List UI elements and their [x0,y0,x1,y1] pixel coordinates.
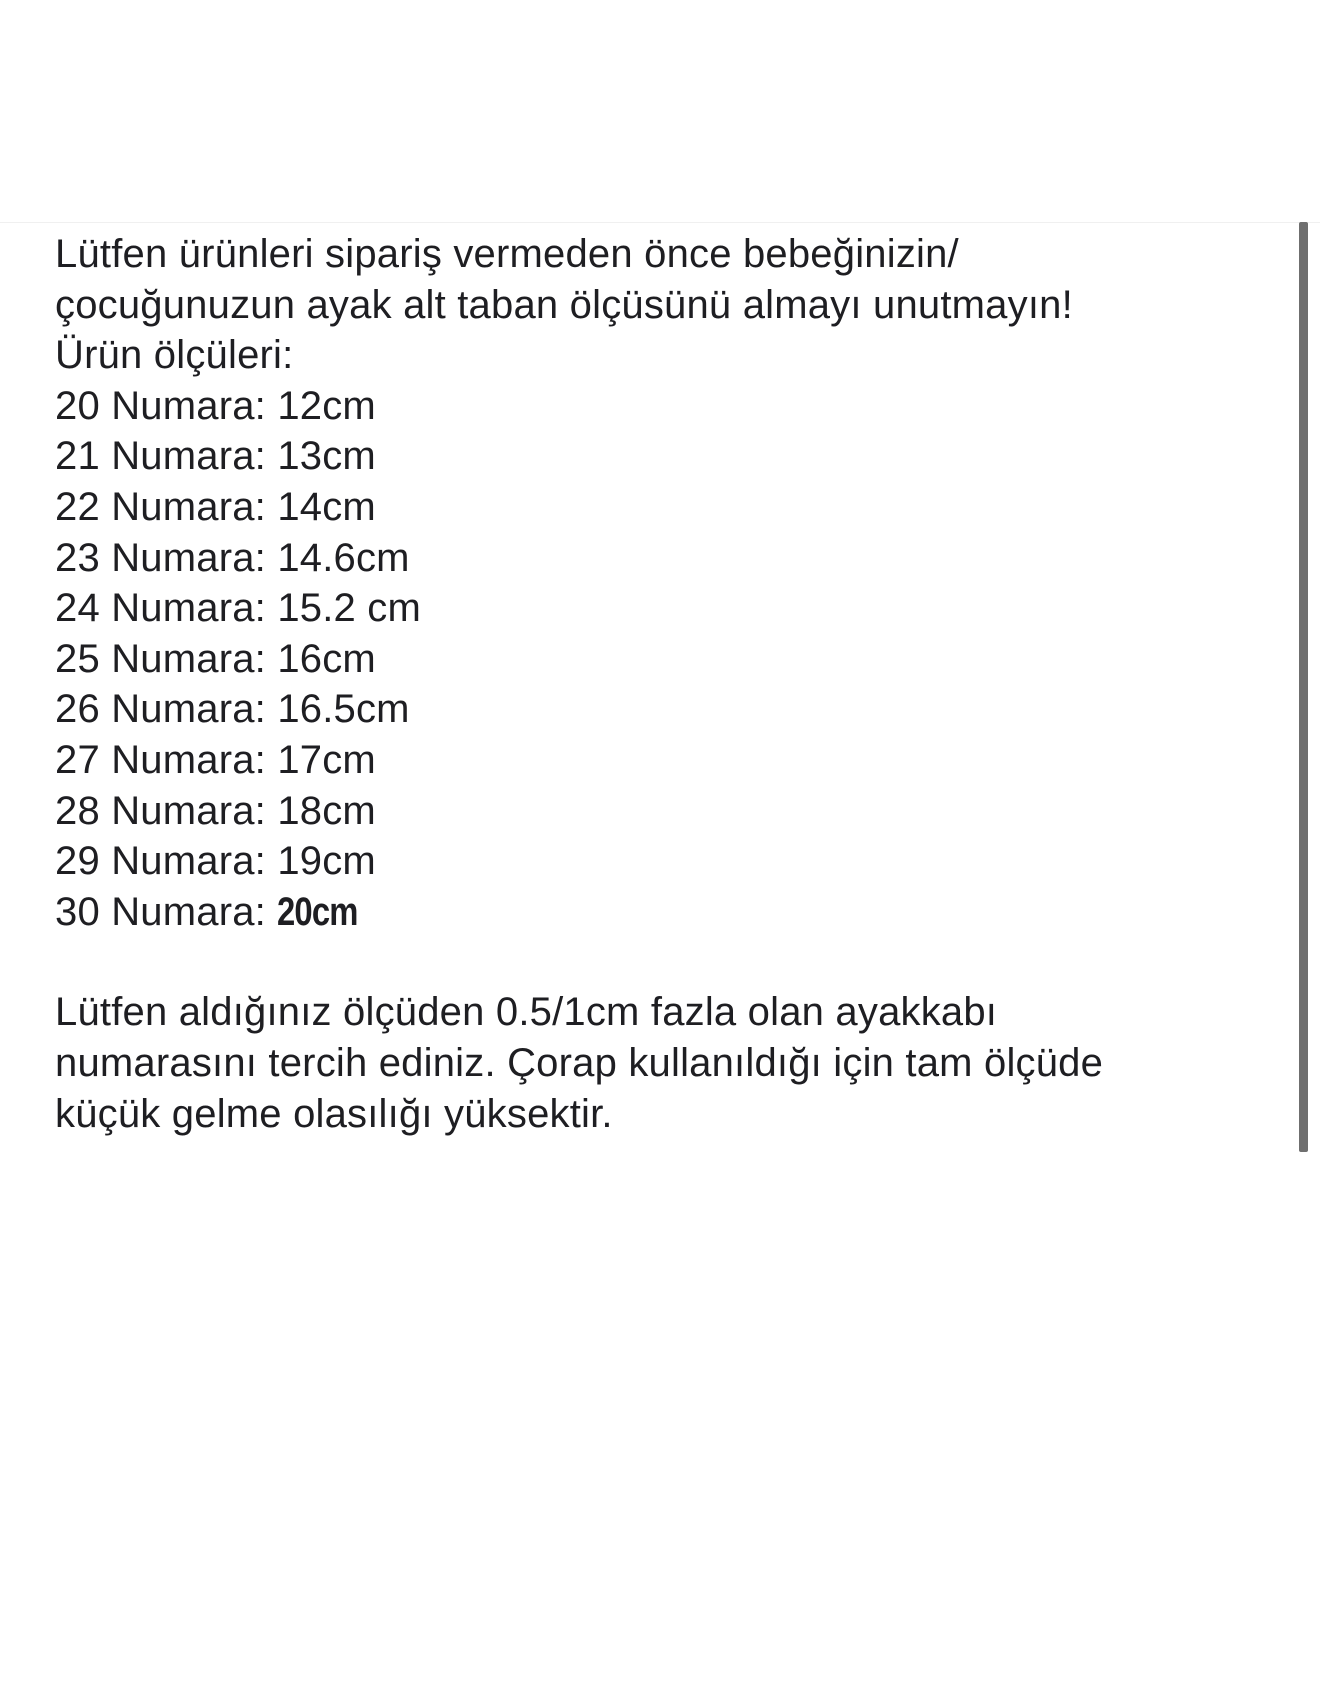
size-row [55,482,1275,533]
size-heading: Ürün ölçüleri: [55,333,294,378]
size-label: 20 Numara: [55,383,266,428]
size-value: 12cm [277,383,376,428]
paragraph-gap [55,937,1275,987]
note-line-2: numarasını tercih ediniz. Çorap kullanıldığı için tam ölçüde [55,1040,1104,1085]
size-label: 21 Numara: [55,434,266,479]
size-row [55,533,1275,584]
top-blank-area [0,0,1320,222]
size-label: 22 Numara: [55,484,266,529]
intro-line-1: Lütfen ürünleri sipariş vermeden önce bebeğinizin/ [55,232,959,276]
size-label: 30 Numara: [55,889,266,934]
size-label: 28 Numara: [55,788,266,833]
size-row [55,786,1275,837]
size-label: 26 Numara: [55,687,266,732]
size-label: 24 Numara: [55,586,266,631]
size-value: 19cm [277,839,376,884]
size-value: 14cm [277,484,376,529]
note-line-3: küçük gelme olasılığı yüksektir. [55,1091,613,1136]
size-value: 18cm [277,788,376,833]
size-label: 25 Numara: [55,636,266,681]
size-row [55,381,1275,432]
size-value: 17cm [277,737,376,782]
size-row [55,634,1275,685]
size-label: 29 Numara: [55,839,266,884]
size-row [55,836,1275,887]
size-value: 14.6cm [277,535,410,580]
size-value: 16.5cm [277,687,410,732]
size-value: 20cm [277,889,358,934]
size-value: 16cm [277,636,376,681]
size-guide-text [55,229,1275,1139]
size-label: 23 Numara: [55,535,266,580]
intro-line-2: çocuğunuzun ayak alt taban ölçüsünü almayı unutmayın! [55,282,1073,327]
size-row [55,431,1275,482]
size-value: 15.2 cm [277,586,421,631]
size-row [55,583,1275,634]
scrollbar[interactable] [1299,222,1308,1152]
size-row [55,684,1275,735]
note-line-1: Lütfen aldığınız ölçüden 0.5/1cm fazla olan ayakkabı [55,990,998,1035]
size-row [55,735,1275,786]
size-value: 13cm [277,434,376,479]
size-label: 27 Numara: [55,737,266,782]
size-row [55,887,1275,938]
